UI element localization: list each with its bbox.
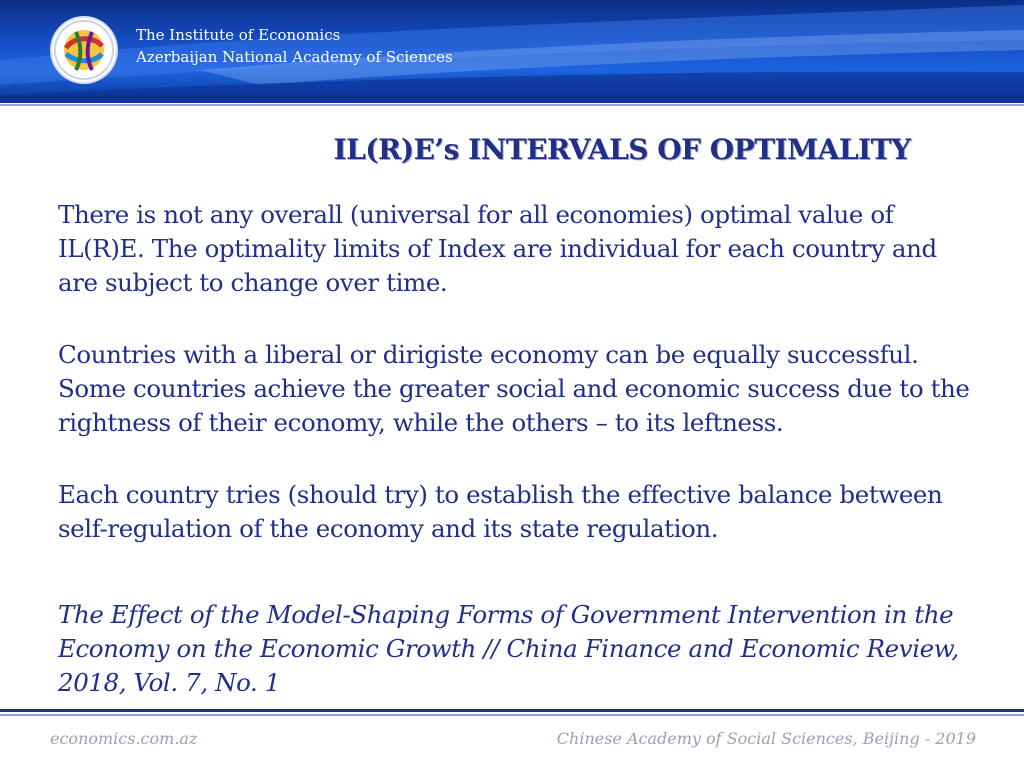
org-line-1: The Institute of Economics <box>136 26 341 44</box>
slide-title: IL(R)E’s INTERVALS OF OPTIMALITY <box>333 133 911 166</box>
footer-event: Chinese Academy of Social Sciences, Beijing - 2019 <box>556 729 976 748</box>
institute-logo-icon <box>52 18 116 82</box>
organization-name <box>136 24 453 68</box>
paragraph-effective-balance: Each country tries (should try) to establish the effective balance between self-regulation of the economy and its state regulation. <box>58 480 943 543</box>
footer-divider <box>0 709 1024 712</box>
footer-website: economics.com.az <box>50 729 198 748</box>
footer-divider-light <box>0 714 1024 716</box>
reference-citation: The Effect of the Model-Shaping Forms of Government Intervention in the Economy on the Economic Growth // China Finance and Economic Review, 2018, Vol. 7, No. 1 <box>58 600 959 697</box>
header-divider <box>0 100 1024 103</box>
header-divider-light <box>0 104 1024 106</box>
paragraph-optimality-limits: There is not any overall (universal for all economies) optimal value of IL(R)E. The optimality limits of Index are individual for each country and are subject to change over time. <box>58 200 937 297</box>
header-banner <box>0 0 1024 100</box>
org-line-2: Azerbaijan National Academy of Sciences <box>136 48 453 66</box>
paragraph-liberal-dirigiste: Countries with a liberal or dirigiste economy can be equally successful. Some countries achieve the greater social and economic success due to the rightness of their economy, while the others – to its leftness. <box>58 340 970 437</box>
